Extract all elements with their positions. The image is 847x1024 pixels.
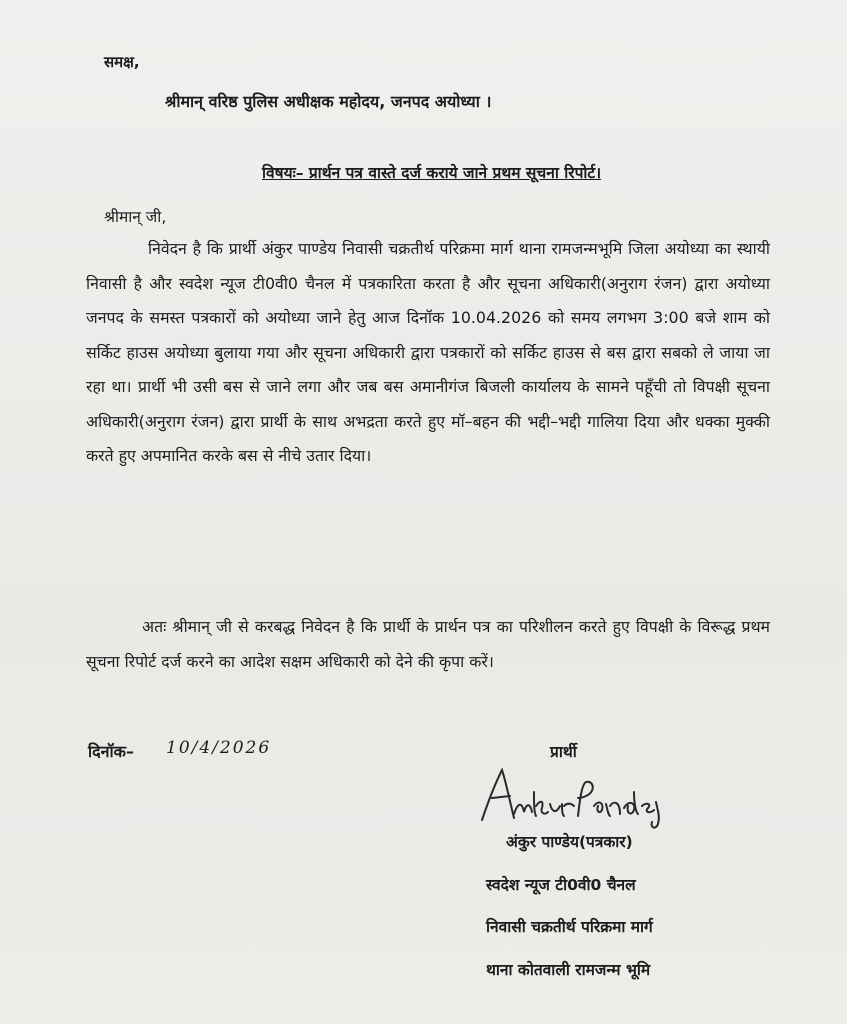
applicant-label: प्रार्थी <box>550 743 577 761</box>
signature <box>474 762 674 832</box>
body-paragraph-1: निवेदन है कि प्रार्थी अंकुर पाण्डेय निवासी चक्रतीर्थ परिक्रमा मार्ग थाना रामजन्मभूमि जिला अयोध्या का स्थायी निवासी है और स्वदेश न्यूज टी0वी0 चैनल में पत्रकारिता करता है और सूचना अधिकारी(अनुराग रंजन) द्वारा अयोध्या जनपद के समस्त पत्रकारों को अयोध्या जाने हेतु आज दिनॉक 10.04.2026 को समय लगभग 3:00 बजे शाम को सर्किट हाउस अयोध्या बुलाया गया और सूचना अधिकारी द्वारा पत्रकारों को सर्किट हाउस से बस द्वारा सबको ले जाया जा रहा था। प्रार्थी भी उसी बस से जाने लगा और जब बस अमानीगंज बिजली कार्यालय के सामने पहूँची तो विपक्षी सूचना अधिकारी(अनुराग रंजन) द्वारा प्रार्थी के साथ अभद्रता करते हुए मॉ–बहन की भद्दी–भद्दी गालिया दिया और धक्का मुक्की करते हुए अपमानित करके बस से नीचे उतार दिया। <box>86 239 770 465</box>
date-label: दिनॉक– <box>88 742 134 761</box>
date-value: 10/4/2026 <box>166 738 272 758</box>
body-paragraph-2: अतः श्रीमान् जी से करबद्ध निवेदन है कि प्रार्थी के प्रार्थन पत्र का परिशीलन करते हुए विपक्षी के विरूद्ध प्रथम सूचना रिपोर्ट दर्ज करने का आदेश सक्षम अधिकारी को देने की कृपा करें। <box>86 617 770 671</box>
applicant-name: अंकुर पाण्डेय(पत्रकार) <box>506 833 633 851</box>
salutation: श्रीमान् जी, <box>104 208 167 226</box>
residence-line: निवासी चक्रतीर्थ परिक्रमा मार्ग <box>486 918 653 936</box>
channel-name: स्वदेश न्यूज टी0वी0 चैनल <box>486 876 636 894</box>
subject-line: विषयः– प्रार्थन पत्र वास्ते दर्ज कराये जाने प्रथम सूचना रिपोर्ट। <box>262 164 602 182</box>
addressee-label: समक्ष, <box>104 53 140 71</box>
addressee: श्रीमान् वरिष्ठ पुलिस अधीक्षक महोदय, जनपद अयोध्या । <box>165 92 492 111</box>
police-station-line: थाना कोतवाली रामजन्म भूमि <box>486 961 651 979</box>
